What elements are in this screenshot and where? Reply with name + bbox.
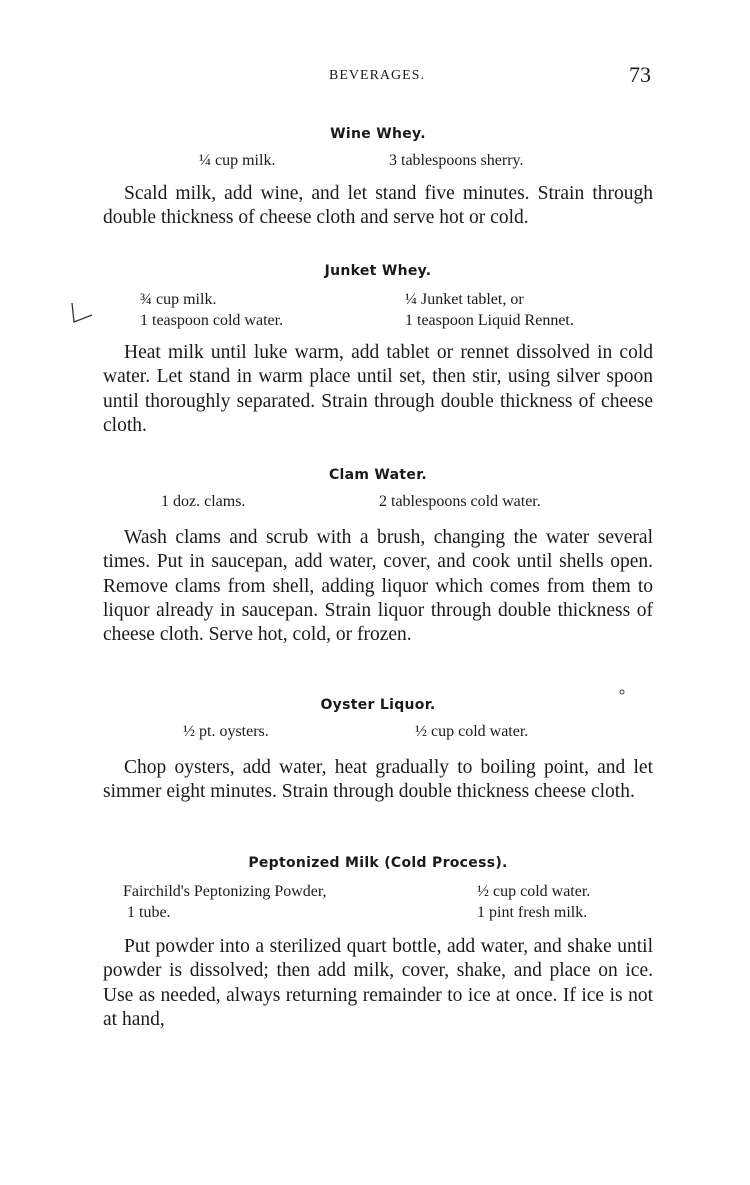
ingredient: 1 doz. clams.: [161, 493, 246, 510]
ingredient: 2 tablespoons cold water.: [379, 493, 541, 510]
recipe-oyster-liquor: [103, 697, 653, 805]
ink-dot: [618, 688, 626, 696]
ingredient: Fairchild's Peptonizing Powder,: [123, 883, 327, 900]
ingredient: ¾ cup milk.: [140, 291, 217, 308]
recipe-wine-whey: [103, 126, 653, 231]
recipe-text: Heat milk until luke warm, add tablet or rennet dissolved in cold water. Let stand in warm place until set, then stir, using silver spoon until thoroughly separated. Strain through double thickness of cheese cloth.: [103, 342, 653, 436]
ingredients: [103, 881, 653, 935]
ingredients: [103, 493, 653, 526]
ingredient-column-right: [405, 289, 574, 331]
ingredient-column-right: [477, 881, 590, 923]
recipe-heading: Wine Whey.: [330, 126, 426, 142]
recipe-heading: Junket Whey.: [324, 263, 432, 279]
ingredients: [103, 152, 653, 182]
ingredient: ½ pt. oysters.: [183, 723, 269, 740]
recipe-heading: Clam Water.: [328, 467, 428, 483]
recipe-heading: Oyster Liquor.: [320, 697, 436, 713]
ingredient: 3 tablespoons sherry.: [389, 152, 524, 169]
ingredient: 1 teaspoon Liquid Rennet.: [405, 312, 574, 329]
recipe-peptonized-milk: [103, 855, 653, 1032]
ingredient-column-left: [140, 289, 283, 331]
ingredient: 1 pint fresh milk.: [477, 904, 588, 921]
recipe-clam-water: [103, 467, 653, 647]
page-number: 73: [629, 62, 651, 87]
ingredient: ¼ cup milk.: [199, 152, 276, 169]
recipe-text: Chop oysters, add water, heat gradually to boiling point, and let simmer eight minutes. Strain through double thickness cheese cloth.: [103, 757, 653, 803]
ingredient: ½ cup cold water.: [415, 723, 529, 740]
recipe-junket-whey: [103, 263, 653, 438]
ingredients: [103, 723, 653, 756]
running-head-title: BEVERAGES.: [329, 68, 425, 83]
ingredient: 1 tube.: [127, 904, 171, 921]
ingredients: [103, 289, 653, 341]
recipe-text: Scald milk, add wine, and let stand five minutes. Strain through double thickness of cheese cloth and serve hot or cold.: [103, 183, 653, 229]
ingredient: ½ cup cold water.: [477, 883, 591, 900]
running-head: [103, 62, 651, 92]
recipe-heading: Peptonized Milk (Cold Process).: [248, 855, 508, 871]
ingredient-column-left: [123, 881, 327, 923]
ingredient: ¼ Junket tablet, or: [405, 291, 524, 308]
recipe-text: Wash clams and scrub with a brush, changing the water several times. Put in saucepan, add water, cover, and cook until shells open. Remove clams from shell, adding liquor which comes from them to liquor already in saucepan. Strain liquor through double thickness of cheese cloth. Serve hot, cold, or frozen.: [103, 527, 653, 646]
pencil-check-mark: [66, 300, 96, 326]
recipe-text: Put powder into a sterilized quart bottle, add water, and shake until powder is dissolved; then add milk, cover, shake, and place on ice. Use as needed, always returning remainder to ice at once. If ice is not at hand,: [103, 936, 653, 1030]
ingredient: 1 teaspoon cold water.: [140, 312, 284, 329]
